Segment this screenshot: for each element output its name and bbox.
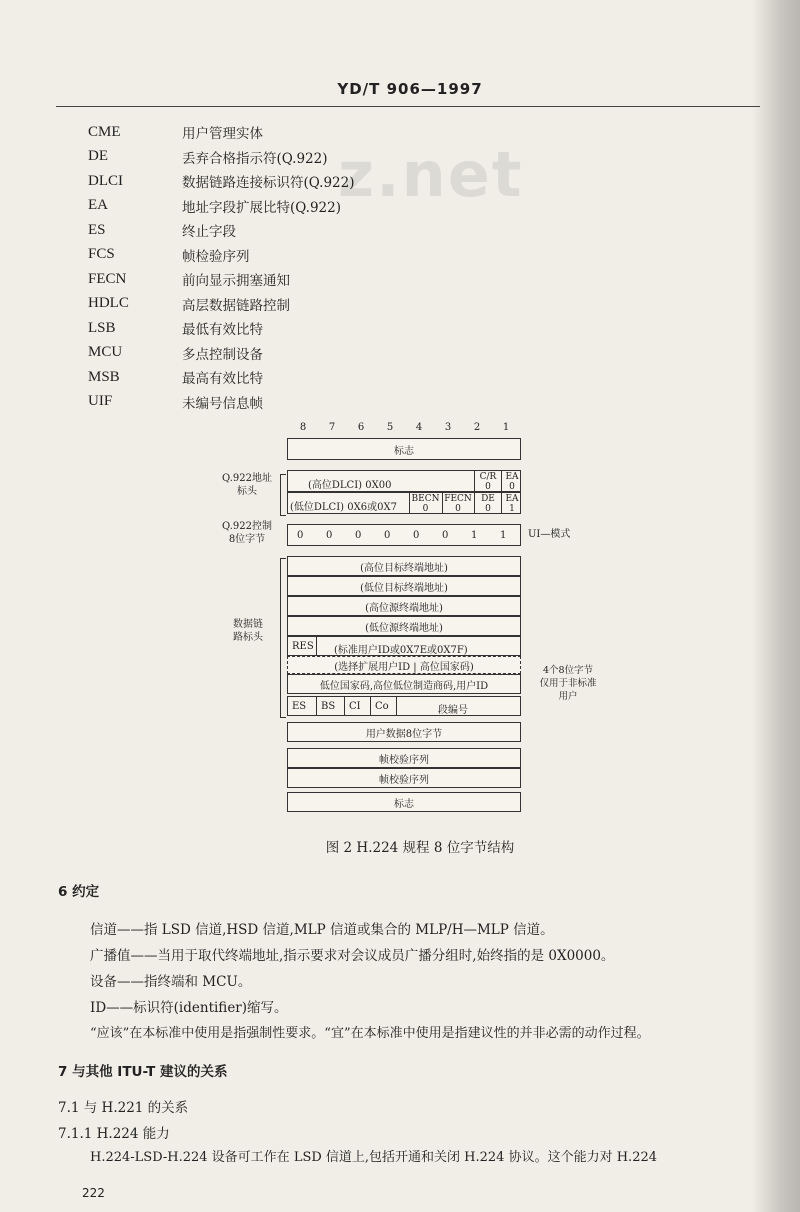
src-low-row: (低位源终端地址) <box>287 616 521 636</box>
abbreviation-row <box>88 194 588 219</box>
abbreviation-desc: 用户管理实体 <box>182 126 263 143</box>
control-bit: 0 <box>442 530 449 541</box>
page-number: 222 <box>82 1186 105 1200</box>
abbreviation-code: FCS <box>88 246 115 263</box>
dest-low-row: (低位目标终端地址) <box>287 576 521 596</box>
co-field: Co <box>375 701 389 712</box>
abbreviation-code: EA <box>88 197 108 214</box>
address-row-2 <box>287 492 521 514</box>
control-octet-row <box>287 524 521 546</box>
de-bit-value: 0 <box>485 504 491 514</box>
data-link-header-label: 数据链 路标头 <box>233 619 263 643</box>
abbreviation-code: UIF <box>88 393 113 410</box>
paragraph: 广播值——当用于取代终端地址,指示要求对会议成员广播分组时,始终指的是 0X0000。 <box>90 948 615 964</box>
bit-label: 6 <box>357 422 365 433</box>
ui-mode-label: UI—模式 <box>528 529 571 540</box>
document-code: YD/T 906—1997 <box>337 80 483 98</box>
bs-field: BS <box>321 701 336 712</box>
q922-address-label: Q.922地址 标头 <box>222 473 272 497</box>
cell-divider <box>316 637 317 655</box>
abbreviation-desc: 帧检验序列 <box>182 248 250 265</box>
ext-user-row: (选择扩展用户ID | 高位国家码) <box>287 656 521 674</box>
address-low-dlci: (低位DLCI) 0X6或0X7 <box>290 502 397 513</box>
res-label: RES <box>292 641 314 652</box>
cell-divider <box>344 697 345 715</box>
abbreviation-code: HDLC <box>88 295 129 312</box>
cell-divider <box>396 697 397 715</box>
paragraph: 设备——指终端和 MCU。 <box>90 974 252 990</box>
bracket <box>280 474 286 516</box>
abbreviation-desc: 地址字段扩展比特(Q.922) <box>182 199 341 216</box>
section-7-heading: 7 与其他 ITU-T 建议的关系 <box>58 1064 228 1080</box>
flag-end-box: 标志 <box>287 792 521 812</box>
abbreviation-desc: 最低有效比特 <box>182 322 263 339</box>
abbreviation-row <box>88 316 588 341</box>
abbreviation-row <box>88 243 588 268</box>
abbreviation-desc: 多点控制设备 <box>182 346 263 363</box>
ci-field: CI <box>349 701 361 712</box>
control-bit: 0 <box>326 530 333 541</box>
control-bit: 0 <box>355 530 362 541</box>
abbreviation-row <box>88 169 588 194</box>
bit-label: 5 <box>386 422 394 433</box>
abbreviation-code: MSB <box>88 368 120 385</box>
subsection-7-1-heading: 7.1 与 H.221 的关系 <box>58 1100 189 1116</box>
abbreviation-row <box>88 267 588 292</box>
subsection-7-1-1-heading: 7.1.1 H.224 能力 <box>58 1126 170 1142</box>
bit-label: 1 <box>502 422 510 433</box>
abbreviation-row <box>88 120 588 145</box>
cell-divider <box>370 697 371 715</box>
abbreviation-code: LSB <box>88 319 116 336</box>
octet-structure-diagram <box>210 420 610 820</box>
paragraph: 信道——指 LSD 信道,HSD 信道,MLP 信道或集合的 MLP/H—MLP 信道。 <box>90 922 554 938</box>
bit-label: 7 <box>328 422 336 433</box>
abbreviation-row <box>88 341 588 366</box>
bit-label: 3 <box>444 422 452 433</box>
becn-bit-value: 0 <box>422 504 429 514</box>
fcs-row-1: 帧校验序列 <box>287 748 521 768</box>
abbreviation-row <box>88 145 588 170</box>
segment-number: 段编号 <box>438 705 468 716</box>
nonstandard-note: 4个8位字节 仅用于非标准 用户 <box>539 665 597 702</box>
abbreviation-code: DLCI <box>88 172 123 189</box>
ea-bit-value: 1 <box>509 504 515 514</box>
de-bit-label: DE <box>481 494 495 504</box>
res-text: (标准用户ID或0X7E或0X7F) <box>334 645 468 656</box>
abbreviation-desc: 前向显示拥塞通知 <box>182 273 290 290</box>
paragraph: ID——标识符(identifier)缩写。 <box>90 1000 288 1016</box>
ea-bit-value: 0 <box>509 482 515 492</box>
paragraph: H.224-LSD-H.224 设备可工作在 LSD 信道上,包括开通和关闭 H.224 协议。这个能力对 H.224 <box>90 1150 658 1165</box>
abbreviation-row <box>88 218 588 243</box>
watermark: z.net <box>338 138 524 211</box>
control-bit: 0 <box>297 530 304 541</box>
res-row <box>287 636 521 656</box>
control-bit: 1 <box>471 530 478 541</box>
ea-bit-label: EA <box>505 472 519 482</box>
abbreviation-desc: 终止字段 <box>182 224 236 241</box>
abbreviation-code: DE <box>88 148 108 165</box>
dest-high-row: (高位目标终端地址) <box>287 556 521 576</box>
abbreviation-row <box>88 390 588 415</box>
figure-caption: 图 2 H.224 规程 8 位字节结构 <box>325 840 515 856</box>
bit-label: 2 <box>473 422 481 433</box>
control-bit: 0 <box>413 530 420 541</box>
abbreviation-code: FECN <box>88 270 127 287</box>
fecn-bit-label: FECN <box>444 494 472 504</box>
flag-start-box: 标志 <box>287 438 521 460</box>
bracket <box>280 558 286 718</box>
user-data-row: 用户数据8位字节 <box>287 722 521 742</box>
abbreviation-desc: 未编号信息帧 <box>182 395 263 412</box>
abbreviation-list <box>88 120 588 414</box>
src-high-row: (高位源终端地址) <box>287 596 521 616</box>
section-6-heading: 6 约定 <box>58 884 100 900</box>
abbreviation-code: MCU <box>88 344 123 361</box>
abbreviation-desc: 高层数据链路控制 <box>182 297 290 314</box>
page-edge-shadow <box>752 0 800 1212</box>
cr-bit-value: 0 <box>485 482 491 492</box>
cell-divider <box>316 697 317 715</box>
abbreviation-code: CME <box>88 123 121 140</box>
address-high-dlci: (高位DLCI) 0X00 <box>308 480 392 491</box>
header-rule <box>56 106 760 107</box>
becn-bit-label: BECN <box>411 494 440 504</box>
abbreviation-row <box>88 365 588 390</box>
fcs-row-2: 帧校验序列 <box>287 768 521 788</box>
paragraph: “应该”在本标准中使用是指强制性要求。“宜”在本标准中使用是指建议性的并非必需的动作过程。 <box>90 1026 650 1041</box>
abbreviation-desc: 数据链路连接标识符(Q.922) <box>182 175 355 192</box>
fecn-bit-value: 0 <box>455 504 461 514</box>
abbreviation-code: ES <box>88 221 106 238</box>
cr-bit-label: C/R <box>479 472 497 482</box>
abbreviation-row <box>88 292 588 317</box>
ea-bit-label: EA <box>505 494 519 504</box>
abbreviation-desc: 丢弃合格指示符(Q.922) <box>182 150 328 167</box>
abbreviation-desc: 最高有效比特 <box>182 371 263 388</box>
q922-control-label: Q.922控制 8位字节 <box>222 521 272 545</box>
bit-label: 8 <box>299 422 307 433</box>
control-bit: 1 <box>500 530 507 541</box>
address-row-1 <box>287 470 521 492</box>
es-field: ES <box>292 701 307 712</box>
control-bit: 0 <box>384 530 391 541</box>
country-code-row: 低位国家码,高位低位制造商码,用户ID <box>287 674 521 694</box>
es-bs-row <box>287 696 521 716</box>
bit-label: 4 <box>415 422 423 433</box>
